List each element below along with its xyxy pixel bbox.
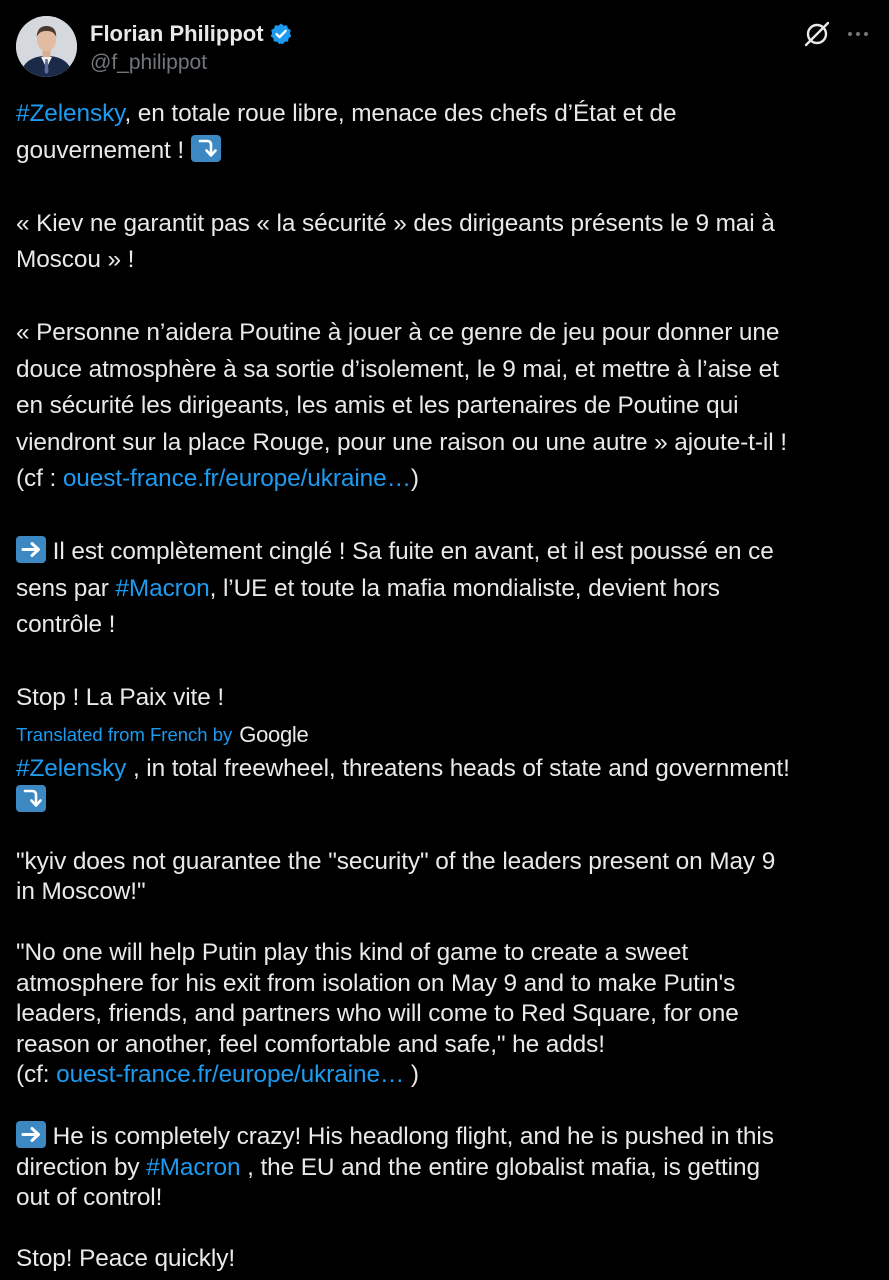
text-line: gouvernement ! <box>16 133 882 170</box>
text-line: #Zelensky, en totale roue libre, menace des chefs d’État et de <box>16 100 677 127</box>
text-line: sens par #Macron, l’UE et toute la mafia mondialiste, devient hors <box>16 574 720 602</box>
avatar-image <box>16 16 77 77</box>
external-link[interactable]: ouest-france.fr/europe/ukraine… <box>56 1061 405 1088</box>
text-line: Stop! Peace quickly! <box>16 1245 235 1272</box>
author-display-name[interactable]: Florian Philippot <box>90 21 264 46</box>
hashtag-link[interactable]: #Zelensky <box>16 100 125 127</box>
google-logo: Google <box>239 722 309 747</box>
translation-label[interactable]: Translated from French by <box>16 724 233 745</box>
text-line: "No one will help Putin play this kind of game to create a sweet <box>16 939 689 966</box>
text-line: « Kiev ne garantit pas « la sécurité » des dirigeants présents le 9 mai à <box>16 209 775 237</box>
text-line: viendront sur la place Rouge, pour une raison ou une autre » ajoute-t-il ! <box>16 428 787 456</box>
text-line: out of control! <box>16 1184 163 1211</box>
tweet-translated-text <box>16 754 882 1275</box>
hashtag-link[interactable]: #Zelensky <box>16 755 127 782</box>
arrow-right-emoji <box>16 1121 46 1148</box>
text-line: (cf : ouest-france.fr/europe/ukraine…) <box>16 465 419 492</box>
text-line: #Zelensky , in total freewheel, threatens heads of state and government! <box>16 755 790 782</box>
avatar[interactable] <box>16 16 77 77</box>
text-line: Moscou » ! <box>16 246 135 273</box>
arrow-down-right-emoji <box>16 785 46 812</box>
hashtag-link[interactable]: #Macron <box>115 574 210 602</box>
text-line: in Moscow!" <box>16 878 146 905</box>
text-line: reason or another, feel comfortable and safe," he adds! <box>16 1030 605 1058</box>
text-line: "kyiv does not guarantee the "security" of the leaders present on May 9 <box>16 847 776 875</box>
external-link[interactable]: ouest-france.fr/europe/ukraine… <box>62 465 411 492</box>
text-line: atmosphere for his exit from isolation on May 9 and to make Putin's <box>16 969 736 997</box>
hashtag-link[interactable]: #Macron <box>146 1153 241 1181</box>
tweet-header <box>16 16 873 78</box>
grok-icon[interactable] <box>803 20 831 48</box>
arrow-right-emoji <box>16 536 46 563</box>
more-icon[interactable] <box>845 21 871 47</box>
text-line: He is completely crazy! His headlong flight, and he is pushed in this <box>16 1121 882 1153</box>
text-line: (cf: ouest-france.fr/europe/ukraine… ) <box>16 1061 419 1088</box>
verified-badge-icon[interactable] <box>269 22 293 46</box>
author-handle[interactable]: @f_philippot <box>90 51 208 74</box>
text-line: leaders, friends, and partners who will come to Red Square, for one <box>16 1000 739 1027</box>
text-line: direction by #Macron , the EU and the entire globalist mafia, is getting <box>16 1153 760 1181</box>
translation-attribution[interactable] <box>16 722 308 748</box>
author-info <box>90 20 293 77</box>
tweet-original-text <box>16 96 882 717</box>
text-line: Il est complètement cinglé ! Sa fuite en avant, et il est poussé en ce <box>16 534 882 571</box>
header-actions <box>803 20 871 48</box>
text-line <box>16 785 882 817</box>
arrow-down-right-emoji <box>191 135 221 162</box>
text-line: en sécurité les dirigeants, les amis et les partenaires de Poutine qui <box>16 392 739 419</box>
text-line: contrôle ! <box>16 611 116 638</box>
text-line: Stop ! La Paix vite ! <box>16 684 225 711</box>
text-line: « Personne n’aidera Poutine à jouer à ce genre de jeu pour donner une <box>16 319 780 346</box>
text-line: douce atmosphère à sa sortie d’isolement, le 9 mai, et mettre à l’aise et <box>16 355 779 383</box>
